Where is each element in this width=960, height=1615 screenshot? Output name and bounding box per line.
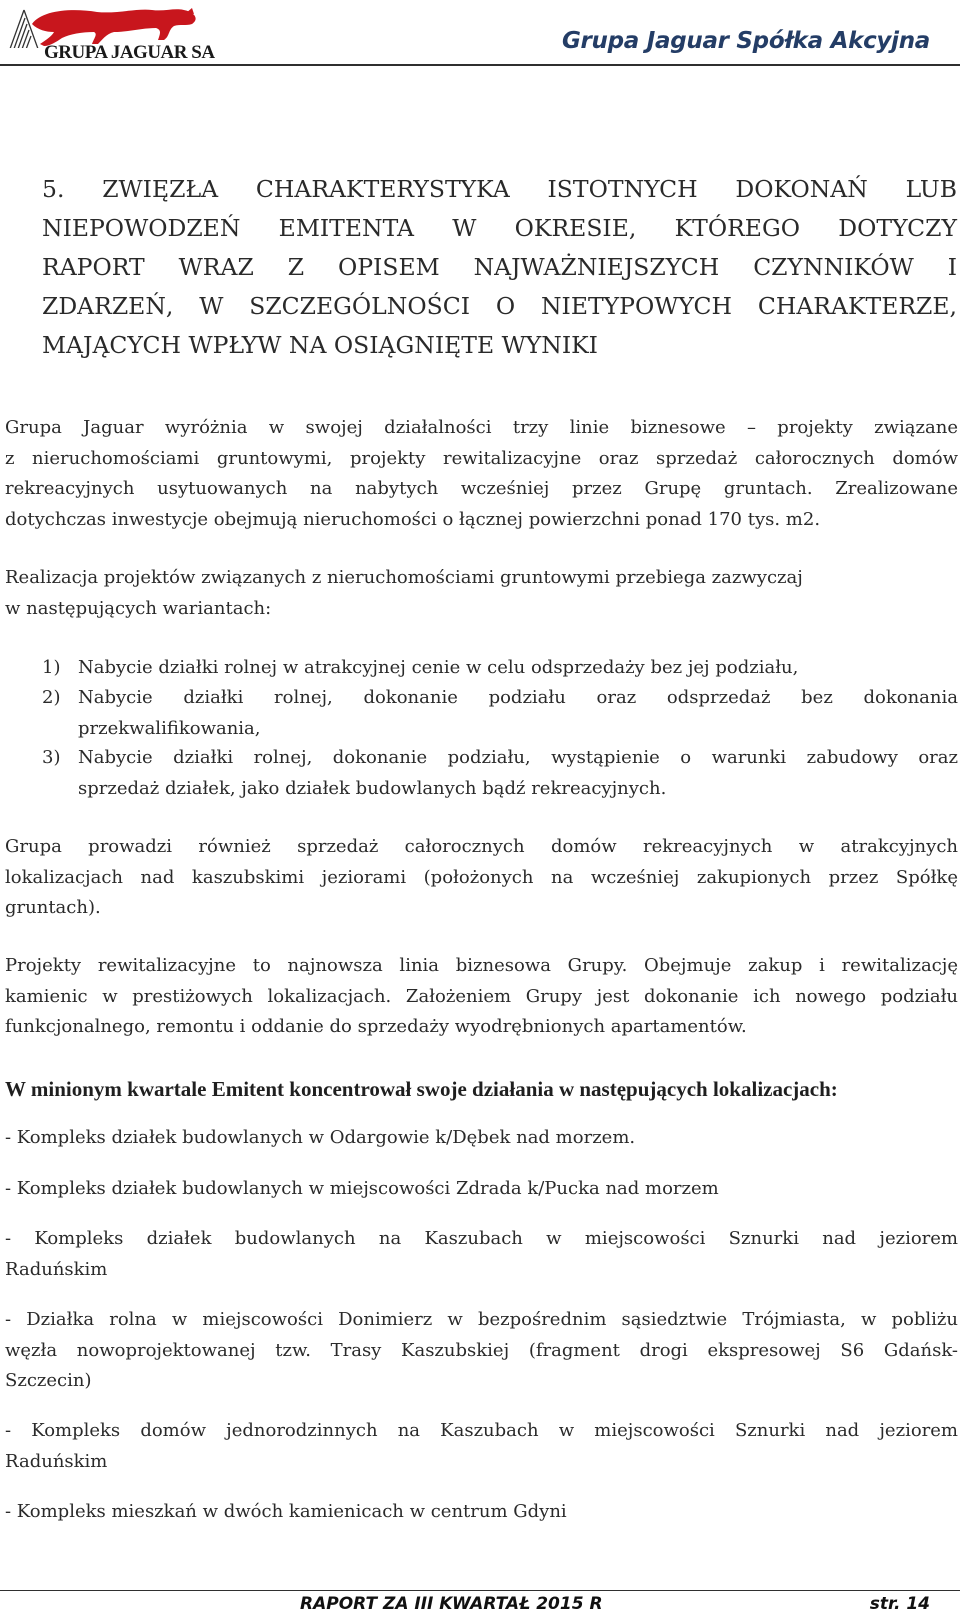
page-header xyxy=(0,0,960,68)
location-item xyxy=(5,1123,958,1154)
text-line: Projekty rewitalizacyjne to najnowsza linia biznesowa Grupy. Obejmuje zakup i rewitalizację xyxy=(5,955,958,976)
text-line: Nabycie działki rolnej, dokonanie podziału, wystąpienie o warunki zabudowy oraz xyxy=(78,747,958,768)
paragraph-revitalization xyxy=(5,951,958,1043)
text-line: przekwalifikowania, xyxy=(78,717,261,739)
location-item xyxy=(5,1224,958,1285)
paragraph-variants-intro xyxy=(5,563,958,624)
text-line: Grupa prowadzi również sprzedaż całorocznych domów rekreacyjnych w atrakcyjnych xyxy=(5,836,958,857)
report-title: RAPORT ZA III KWARTAŁ 2015 R xyxy=(300,1594,603,1614)
list-number: 3) xyxy=(42,747,61,768)
page-footer xyxy=(0,1590,960,1615)
locations-heading: W minionym kwartale Emitent koncentrował swoje działania w następujących lokalizacjach: xyxy=(5,1077,838,1101)
location-item xyxy=(5,1416,958,1477)
heading-line: RAPORT WRAZ Z OPISEM NAJWAŻNIEJSZYCH CZYNNIKÓW I xyxy=(42,253,957,281)
heading-line: MAJĄCYCH WPŁYW NA OSIĄGNIĘTE WYNIKI xyxy=(42,331,598,359)
list-number: 1) xyxy=(42,657,61,678)
text-line: Nabycie działki rolnej, dokonanie podziału oraz odsprzedaż bez dokonania xyxy=(78,687,958,708)
paragraph-business-lines xyxy=(5,413,958,535)
text-line: Raduńskim xyxy=(5,1258,108,1280)
location-item xyxy=(5,1174,958,1205)
text-line: z nieruchomościami gruntowymi, projekty rewitalizacyjne oraz sprzedaż całorocznych domów xyxy=(5,447,958,469)
location-item xyxy=(5,1497,958,1528)
text-line: - Kompleks domów jednorodzinnych na Kaszubach w miejscowości Sznurki nad jeziorem xyxy=(5,1420,958,1441)
text-line: kamienic w prestiżowych lokalizacjach. Założeniem Grupy jest dokonanie ich nowego podziału xyxy=(5,985,958,1007)
text-line: Nabycie działki rolnej w atrakcyjnej cenie w celu odsprzedaży bez jej podziału, xyxy=(78,657,799,678)
page-number: str. 14 xyxy=(869,1594,930,1614)
heading-line: 5. ZWIĘZŁA CHARAKTERYSTYKA ISTOTNYCH DOKONAŃ LUB xyxy=(42,175,957,203)
text-line: Realizacja projektów związanych z nieruchomościami gruntowymi przebiega zazwyczaj xyxy=(5,567,803,588)
company-logo xyxy=(2,2,215,64)
text-line: - Działka rolna w miejscowości Donimierz w bezpośrednim sąsiedztwie Trójmiasta, w pobliżu xyxy=(5,1309,958,1330)
text-line: funkcjonalnego, remontu i oddanie do sprzedaży wyodrębnionych apartamentów. xyxy=(5,1016,747,1037)
text-line: dotychczas inwestycje obejmują nieruchomości o łącznej powierzchni ponad 170 tys. m2. xyxy=(5,508,821,530)
header-divider xyxy=(0,64,960,66)
text-line: - Kompleks działek budowlanych w miejscowości Zdrada k/Pucka nad morzem xyxy=(5,1178,719,1199)
text-line: Szczecin) xyxy=(5,1370,92,1391)
text-line: gruntach). xyxy=(5,897,101,918)
text-line: - Kompleks działek budowlanych w Odargowie k/Dębek nad morzem. xyxy=(5,1127,636,1148)
list-number: 2) xyxy=(42,687,61,708)
text-line: Raduńskim xyxy=(5,1450,108,1472)
text-line: w następujących wariantach: xyxy=(5,597,272,619)
section-heading xyxy=(42,170,957,365)
text-line: Grupa Jaguar wyróżnia w swojej działalności trzy linie biznesowe – projekty związane xyxy=(5,417,958,438)
text-line: lokalizacjach nad kaszubskimi jeziorami (położonych na wcześniej zakupionych przez Spółkę xyxy=(5,866,958,888)
text-line: - Kompleks działek budowlanych na Kaszubach w miejscowości Sznurki nad jeziorem xyxy=(5,1228,958,1249)
text-line: sprzedaż działek, jako działek budowlanych bądź rekreacyjnych. xyxy=(78,777,667,799)
heading-line: ZDARZEŃ, W SZCZEGÓLNOŚCI O NIETYPOWYCH CHARAKTERZE, xyxy=(42,292,957,320)
paragraph-houses xyxy=(5,832,958,924)
logo-text: GRUPA JAGUAR SA xyxy=(44,42,215,63)
heading-line: NIEPOWODZEŃ EMITENTA W OKRESIE, KTÓREGO DOTYCZY xyxy=(42,214,957,242)
text-line: rekreacyjnych usytuowanych na nabytych wcześniej przez Grupę gruntach. Zrealizowane xyxy=(5,478,958,499)
text-line: - Kompleks mieszkań w dwóch kamienicach w centrum Gdyni xyxy=(5,1501,567,1522)
text-line: węzła nowoprojektowanej tzw. Trasy Kaszubskiej (fragment drogi ekspresowej S6 Gdańsk- xyxy=(5,1339,958,1361)
location-item xyxy=(5,1305,958,1397)
company-name: Grupa Jaguar Spółka Akcyjna xyxy=(561,28,930,54)
